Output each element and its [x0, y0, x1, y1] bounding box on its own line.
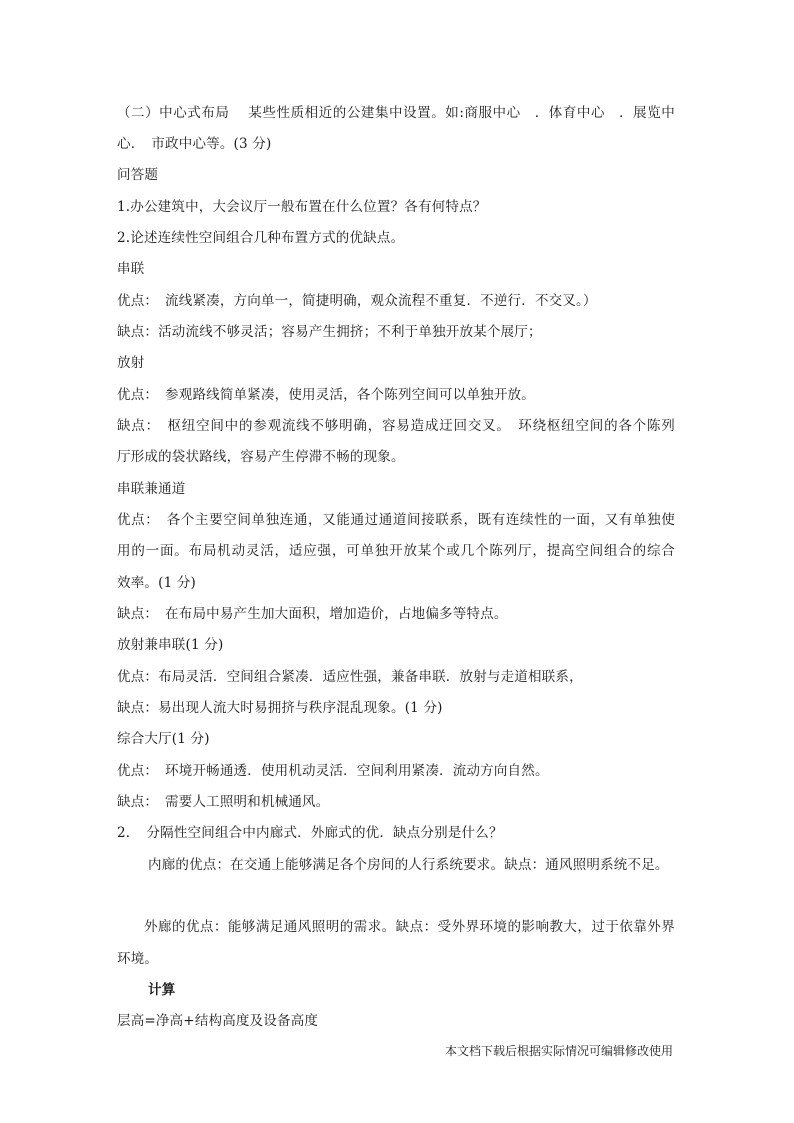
section-heading-qa: 问答题: [117, 167, 159, 183]
radial-disadvantages-cont: 厅形成的袋状路线，容易产生停滞不畅的现象。: [117, 449, 405, 465]
series-corridor-advantages-cont: 用的一面。布局机动灵活，适应强，可单独开放某个或几个陈列厅，提高空间组合的综合: [117, 543, 675, 559]
series-disadvantages: 缺点：活动流线不够灵活；容易产生拥挤；不利于单独开放某个展厅；: [117, 324, 542, 340]
radial-advantages: 优点： 参观路线简单紧凑，使用灵活，各个陈列空间可以单独开放。: [117, 387, 535, 403]
hall-advantages: 优点： 环境开畅通透．使用机动灵活．空间利用紧凑．流动方向自然。: [117, 763, 549, 779]
question-1: 1.办公建筑中，大会议厅一般布置在什么位置？各有何特点？: [117, 199, 487, 215]
outer-corridor-answer: 外廊的优点：能够满足通风照明的需求。缺点：受外界环境的影响教大，过于依靠外界: [144, 919, 675, 935]
series-corridor-advantages-end: 效率。(1 分): [117, 575, 197, 591]
radial-series-disadvantages: 缺点：易出现人流大时易拥挤与秩序混乱现象。(1 分): [117, 700, 443, 716]
subheading-hall: 综合大厅(1 分): [117, 731, 210, 747]
outer-corridor-answer-cont: 环境。: [117, 951, 159, 967]
series-advantages: 优点： 流线紧凑，方向单一，简捷明确，观众流程不重复．不逆行．不交叉。）: [117, 293, 597, 309]
paragraph-central-layout-cont: 心． 市政中心等。(3 分): [117, 136, 272, 152]
subheading-series-corridor: 串联兼通道: [117, 481, 186, 497]
hall-disadvantages: 缺点： 需要人工照明和机械通风。: [117, 794, 330, 810]
paragraph-central-layout: （二）中心式布局 某些性质相近的公建集中设置。如:商服中心 ．体育中心 ．展览中: [117, 105, 675, 121]
question-partition: 2． 分隔性空间组合中内廊式．外廊式的优．缺点分别是什么？: [117, 825, 503, 841]
question-2: 2.论述连续性空间组合几种布置方式的优缺点。: [117, 230, 405, 246]
series-corridor-disadvantages: 缺点： 在布局中易产生加大面积，增加造价，占地偏多等特点。: [117, 606, 508, 622]
subheading-radial: 放射: [117, 355, 145, 371]
page-footer-note: 本文档下载后根据实际情况可编辑修改使用: [444, 1044, 673, 1058]
subheading-series: 串联: [117, 261, 145, 277]
floor-height-formula: 层高=净高+结构高度及设备高度: [117, 1013, 319, 1029]
radial-disadvantages: 缺点： 枢纽空间中的参观流线不够明确，容易造成迂回交叉。 环绕枢纽空间的各个陈列: [117, 418, 675, 434]
subheading-calculation: 计算: [148, 982, 176, 998]
radial-series-advantages: 优点：布局灵活．空间组合紧凑．适应性强，兼备串联．放射与走道相联系，: [117, 669, 583, 685]
inner-corridor-answer: 内廊的优点：在交通上能够满足各个房间的人行系统要求。缺点：通风照明系统不足。: [148, 857, 669, 873]
subheading-radial-series: 放射兼串联(1 分): [117, 637, 224, 653]
series-corridor-advantages: 优点： 各个主要空间单独连通，又能通过通道间接联系，既有连续性的一面，又有单独使: [117, 512, 675, 528]
